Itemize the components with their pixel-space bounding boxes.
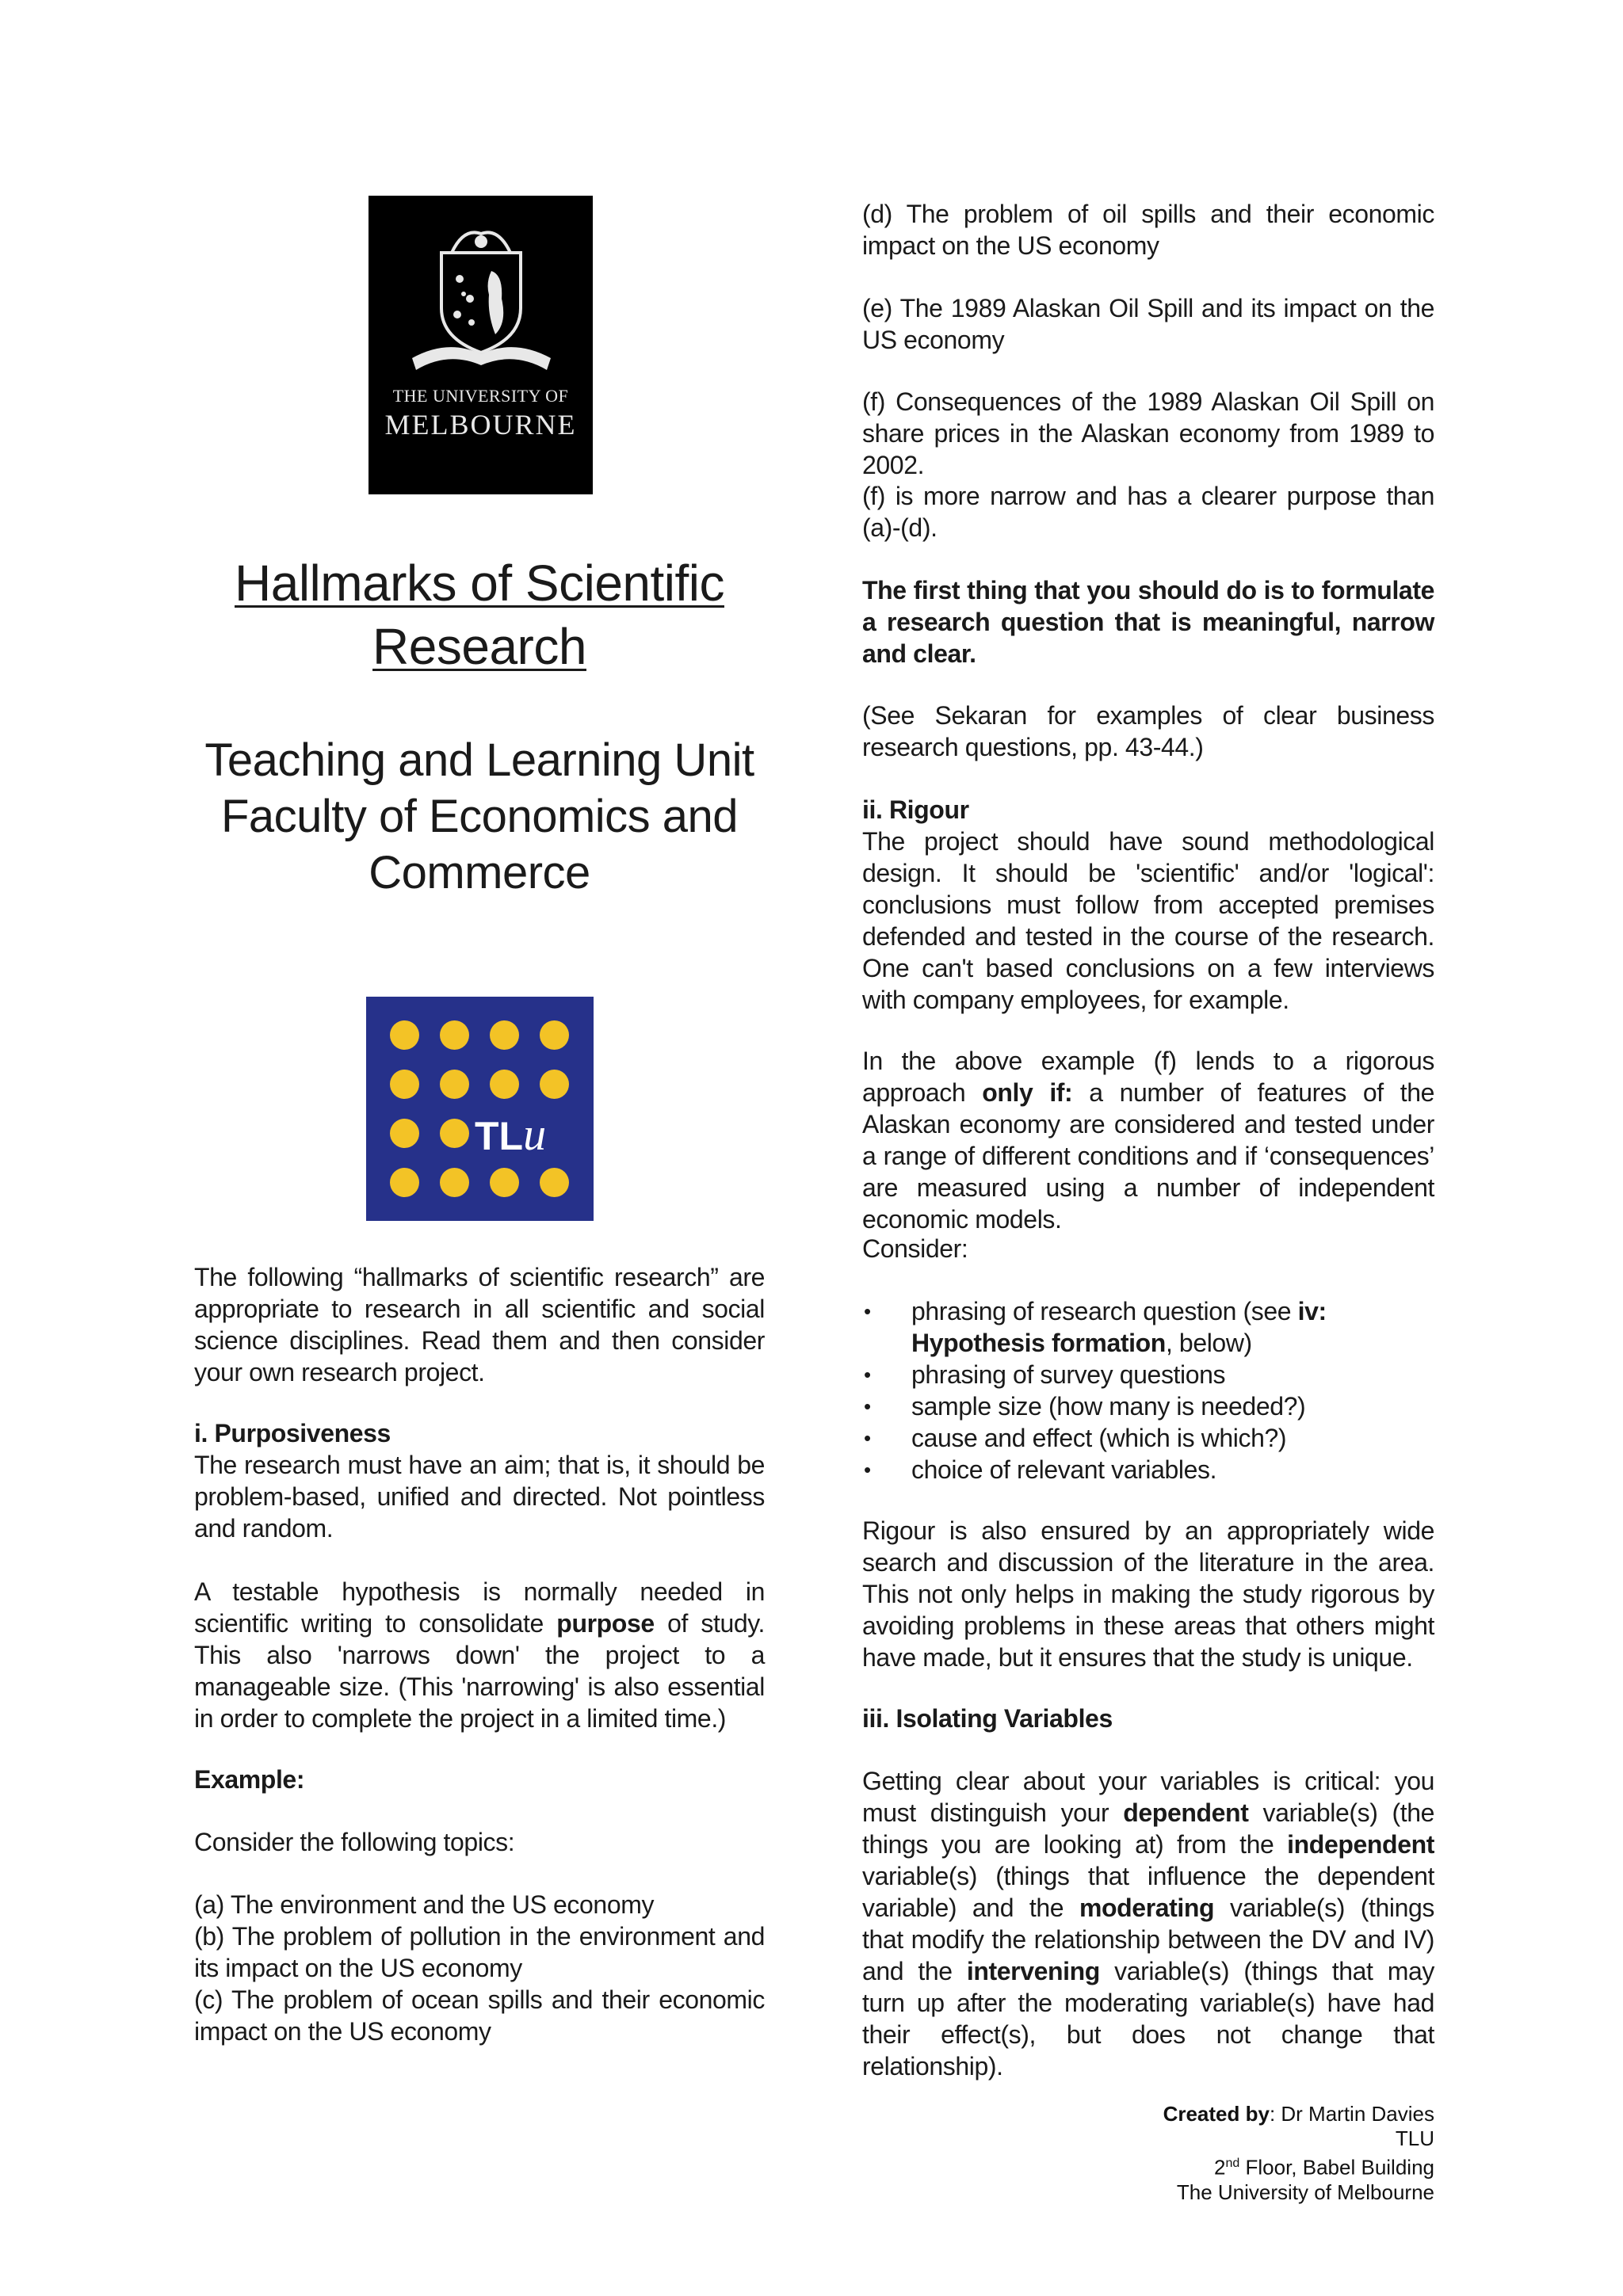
subtitle-line2: Faculty of Economics and [220,791,739,842]
page-subtitle [194,732,765,901]
topic-f: (f) Consequences of the 1989 Alaskan Oil Spill on share prices in the Alaskan economy from 1989 to 2002. [862,387,1434,479]
dot-icon [440,1168,469,1197]
list-item: • phrasing of survey questions [862,1359,1434,1390]
credit-block [1163,2102,1434,2205]
subtitle-line1: Teaching and Learning Unit [204,734,754,786]
sekaran-note: (See Sekaran for examples of clear business research questions, pp. 43-44.) [862,701,1434,761]
consider-list [862,1295,1434,1486]
subtitle-line3: Commerce [369,847,590,898]
credit-unit: TLU [1395,2126,1434,2150]
rigour-heading: ii. Rigour [862,795,969,824]
university-name-line2: MELBOURNE [384,409,577,441]
topic-e: (e) The 1989 Alaskan Oil Spill and its impact on the US economy [862,294,1434,354]
hypothesis-paragraph: A testable hypothesis is normally needed in scientific writing to consolidate purpose of study. This also 'narrows down' the project to a manageable size. (This 'narrowing' is also essential in order to complete the project in a limited time.) [194,1577,765,1733]
credit-floor: 2nd Floor, Babel Building [1214,2155,1434,2180]
university-of-melbourne-logo [369,196,593,494]
consider-label: Consider: [862,1234,968,1263]
list-item: • choice of relevant variables. [862,1454,1434,1486]
tlu-wordmark: TLu [475,1108,547,1160]
topic-a: (a) The environment and the US economy [194,1890,655,1919]
page-title [194,551,765,678]
title-line1: Hallmarks of Scientific [235,555,724,612]
isolating-variables-heading: iii. Isolating Variables [862,1704,1113,1733]
intro-paragraph: The following “hallmarks of scientific research” are appropriate to research in all scientific and social science disciplines. Read them and then consider your own research project. [194,1263,765,1386]
dot-icon [490,1070,519,1099]
topic-list-left [194,1889,765,2047]
dot-icon [540,1168,569,1197]
university-name-line1: THE UNIVERSITY OF [392,386,569,406]
crest-icon [369,196,593,378]
rigour-body: The project should have sound methodological design. It should be 'scientific' and/or 'logical': conclusions must follow from accepted premises defended and tested in the course of the research. One can't based conclusions on a few interviews with company employees, for example. [862,827,1434,1014]
dot-icon [490,1020,519,1050]
dot-icon [490,1168,519,1197]
dot-icon [440,1020,469,1050]
topic-c: (c) The problem of ocean spills and their economic impact on the US economy [194,1985,765,2046]
first-thing-paragraph: The first thing that you should do is to formulate a research question that is meaningful, narrow and clear. [862,576,1434,668]
dot-icon [390,1070,419,1099]
example-heading: Example: [194,1765,305,1794]
list-item: • sample size (how many is needed?) [862,1390,1434,1422]
narrow-note: (f) is more narrow and has a clearer purpose than (a)-(d). [862,482,1434,542]
topic-b: (b) The problem of pollution in the environment and its impact on the US economy [194,1922,765,1982]
credit-author: Created by: Dr Martin Davies [1163,2102,1434,2126]
dot-icon [390,1020,419,1050]
list-item: • phrasing of research question (see iv: Hypothesis formation, below) [862,1295,1434,1359]
dot-icon [390,1168,419,1197]
dot-icon [540,1020,569,1050]
topic-d: (d) The problem of oil spills and their economic impact on the US economy [862,200,1434,260]
list-item: • cause and effect (which is which?) [862,1422,1434,1454]
dot-icon [390,1119,419,1148]
dot-icon [540,1070,569,1099]
isolating-variables-body: Getting clear about your variables is critical: you must distinguish your dependent variable(s) (the things you are looking at) from the independent variable(s) (things that influence the dependent variable) and the moderating variable(s) (things that modify the relationship between the DV and IV) and the intervening variable(s) (things that may turn up after the moderating variable(s) have had their effect(s), but does not change that relationship). [862,1767,1435,2081]
dot-icon [440,1070,469,1099]
purposiveness-heading: i. Purposiveness [194,1419,391,1447]
tlu-logo [366,997,594,1221]
purposiveness-body: The research must have an aim; that is, it should be problem-based, unified and directed. Not pointless and random. [194,1451,765,1543]
above-example-paragraph: In the above example (f) lends to a rigorous approach only if: a number of features of the Alaskan economy are considered and tested under a range of different conditions and if ‘consequences’ are measured using a number of independent economic models. [862,1047,1434,1234]
dot-icon [440,1119,469,1148]
rigour-literature-paragraph: Rigour is also ensured by an appropriately wide search and discussion of the literature in the area. This not only helps in making the study rigorous by avoiding problems in these areas that others might have made, but it ensures that the study is unique. [862,1516,1434,1672]
title-line2: Research [372,618,586,675]
consider-topics: Consider the following topics: [194,1828,515,1856]
credit-university: The University of Melbourne [1176,2180,1434,2204]
